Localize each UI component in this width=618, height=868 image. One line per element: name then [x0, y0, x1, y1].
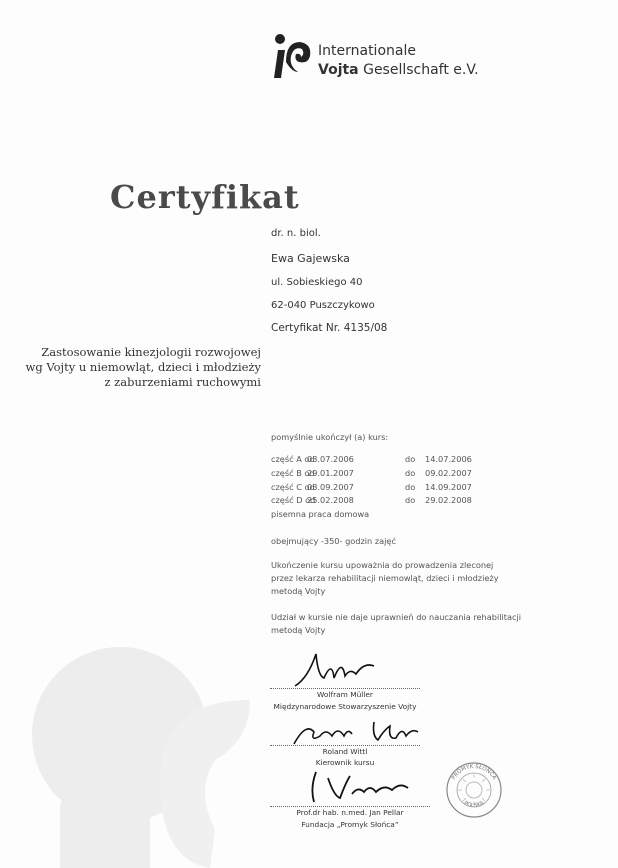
- signature-line: [270, 688, 420, 689]
- signature-pellar: [300, 768, 420, 806]
- part-label: część A od: [271, 454, 315, 464]
- part-label: część D od: [271, 495, 316, 505]
- seal-bottom-text: POLSKA: [462, 800, 486, 809]
- signature-wittl: [290, 718, 430, 748]
- part-to: 14.09.2007: [425, 482, 472, 492]
- part-to: 14.07.2006: [425, 454, 472, 464]
- stamp-seal-icon: [444, 760, 504, 820]
- recipient-degree: dr. n. biol.: [271, 228, 321, 239]
- signature-line: [270, 806, 430, 807]
- signatory-name: Wolfram Müller: [317, 690, 373, 699]
- no-teaching-right-text: metodą Vojty: [271, 625, 326, 635]
- part-from: 03.09.2007: [307, 482, 354, 492]
- course-title-line: z zaburzeniami ruchowymi: [104, 375, 261, 389]
- signatory-role: Fundacja „Promyk Słońca”: [301, 820, 399, 829]
- part-label: część C od: [271, 482, 315, 492]
- completion-intro: pomyślnie ukończył (a) kurs:: [271, 432, 389, 442]
- part-sep: do: [405, 454, 416, 464]
- part-sep: do: [405, 495, 416, 505]
- authorization-text: Ukończenie kursu upoważnia do prowadzenia zleconej: [271, 560, 494, 570]
- part-sep: do: [405, 468, 416, 478]
- signatory-role: Międzynarodowe Stowarzyszenie Vojty: [273, 702, 417, 711]
- written-work: pisemna praca domowa: [271, 509, 370, 519]
- organization-name-bold: Vojta: [318, 62, 359, 78]
- course-hours: obejmujący -350- godzin zajęć: [271, 536, 396, 546]
- part-from: 03.07.2006: [307, 454, 354, 464]
- certificate-title: Certyfikat: [110, 178, 300, 216]
- part-from: 25.02.2008: [307, 495, 354, 505]
- signature-line: [270, 745, 420, 746]
- recipient-street: ul. Sobieskiego 40: [271, 277, 363, 288]
- organization-name-rest: Gesellschaft e.V.: [358, 62, 479, 78]
- part-to: 09.02.2007: [425, 468, 472, 478]
- course-title-line: Zastosowanie kinezjologii rozwojowej: [41, 345, 261, 359]
- authorization-text: przez lekarza rehabilitacji niemowląt, dzieci i młodzieży: [271, 573, 499, 583]
- part-sep: do: [405, 482, 416, 492]
- authorization-text: metodą Vojty: [271, 586, 326, 596]
- recipient-city: 62-040 Puszczykowo: [271, 300, 375, 311]
- part-from: 29.01.2007: [307, 468, 354, 478]
- recipient-name: Ewa Gajewska: [271, 252, 350, 265]
- no-teaching-right-text: Udział w kursie nie daje uprawnień do nauczania rehabilitacji: [271, 612, 522, 622]
- signatory-name: Prof.dr hab. n.med. Jan Pellar: [296, 808, 404, 817]
- organization-name-line2: [318, 62, 479, 78]
- part-to: 29.02.2008: [425, 495, 472, 505]
- signature-muller: [290, 648, 400, 690]
- course-title: [1, 345, 261, 390]
- signatory-role: Kierownik kursu: [315, 758, 375, 767]
- svg-text:POLSKA: [463, 800, 486, 809]
- seal-top-text: PROMYK SŁOŃCA: [451, 763, 497, 781]
- organization-name-line1: Internationale: [318, 43, 416, 59]
- signatory-name: Roland Wittl: [322, 747, 368, 756]
- certificate-number: Certyfikat Nr. 4135/08: [271, 322, 388, 334]
- svg-text:PROMYK SŁOŃCA: [451, 764, 497, 781]
- part-label: część B od: [271, 468, 315, 478]
- course-title-line: wg Vojty u niemowląt, dzieci i młodzieży: [25, 360, 261, 374]
- vojta-logo-icon: [268, 32, 314, 80]
